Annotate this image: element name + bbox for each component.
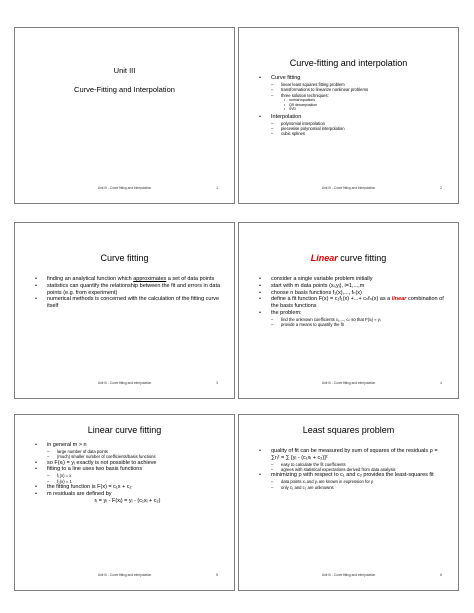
sub-sub-bullet: • SVD (257, 107, 446, 112)
bullet-text: define a fit function F(x) = c₁f₁(x) +...+ cₙfₙ(x) as a (271, 296, 392, 303)
slide-footer: Unit III - Curve fitting and interpolation (97, 381, 152, 385)
slide-number: 5 (216, 573, 218, 577)
slide-number: 4 (440, 381, 442, 385)
title-emphasis: Linear (310, 253, 338, 263)
slide-number: 3 (216, 381, 218, 385)
bullet: • consider a single variable problem initially (257, 276, 446, 283)
bullet: • choose n basis functions f₁(x),..., fₙ(x) (257, 290, 446, 297)
sub-bullet: – f₂(x) = 1 (33, 479, 222, 484)
slide-number: 2 (440, 186, 442, 190)
slide-6 (238, 414, 459, 591)
slide-footer: Unit III - Curve fitting and interpolation (321, 186, 376, 190)
title-text: curve fitting (337, 253, 387, 263)
bullet: • Curve fitting (257, 75, 446, 82)
sub-bullet: – easy to calculate the fit coefficients (257, 462, 446, 467)
sub-sub-bullet: • normal equations (257, 98, 446, 103)
slide-footer: Unit III - Curve fitting and interpolation (321, 381, 376, 385)
slide-5-title: Linear curve fitting (87, 425, 162, 435)
sub-bullet: – polynomial interpolation (257, 121, 446, 126)
bullet: • quality of fit can be measured by sum of squares of the residuals ρ = ∑rᵢ² = ∑ [yᵢ - (c₁xᵢ + c₂)]² (257, 448, 446, 462)
slide-1-unit: Unit III (113, 66, 136, 75)
sub-bullet: – large number of data points (33, 449, 222, 454)
bullet-text: combination of the basis functions (271, 296, 444, 310)
slide-1-subtitle: Curve-Fitting and Interpolation (74, 85, 175, 94)
sub-bullet: – find the unknown coefficients c₁,..., cₙ so that F(xᵢ) ≈ yᵢ (257, 317, 446, 322)
bullet: • numerical methods is concerned with the calculation of the fitting curve itself (33, 296, 222, 310)
slide-footer: Unit III - Curve fitting and interpolation (97, 186, 152, 190)
bullet (33, 276, 222, 283)
bullet-text: a set of data points (166, 276, 215, 282)
bullet: • Interpolation (257, 114, 446, 121)
slide-number: 6 (440, 573, 442, 577)
slide-4-title (239, 253, 458, 264)
slide-1 (14, 27, 235, 204)
sub-bullet: – data points xᵢ and yᵢ are known in expression for ρ (257, 479, 446, 484)
sub-bullet: – agrees with statistical expectations derived from data analysis (257, 467, 446, 472)
slide-2-title: Curve-fitting and interpolation (289, 58, 408, 68)
slide-footer: Unit III - Curve fitting and interpolation (97, 573, 152, 577)
sub-bullet: – f₁(x) = x (33, 473, 222, 478)
bullet: • minimizing ρ with respect to c₁ and c₂ provides the least-squares fit (257, 472, 446, 479)
bullet (257, 296, 446, 310)
bullet: • statistics can quantify the relationship between the fit and errors in data points (e.g. from experiment) (33, 283, 222, 297)
bullet: • start with m data points (xᵢ,yᵢ), i=1,...,m (257, 283, 446, 290)
underlined-word: approximates (133, 276, 167, 282)
sub-sub-bullet: • QR decomposition (257, 103, 446, 108)
slide-5 (14, 414, 235, 591)
sub-bullet: – three solution techniques: (257, 93, 446, 98)
bullet: • the problem: (257, 310, 446, 317)
sub-bullet: – cubic splines (257, 131, 446, 136)
sub-bullet: – linear least squares fitting problem (257, 82, 446, 87)
bullet-text: finding an analytical function which (47, 276, 134, 282)
slide-number: 1 (216, 186, 218, 190)
residual-formula: rᵢ = yᵢ - F(xᵢ) = yᵢ - (c₁xᵢ + c₂) (94, 497, 161, 504)
bullet: • the fitting function is F(x) = c₁x + c₂ (33, 484, 222, 491)
sub-bullet: – only c₁ and c₂ are unknowns (257, 485, 446, 490)
slide-3 (14, 222, 235, 399)
sub-bullet: – transformations to linearize nonlinear problems (257, 87, 446, 92)
slide-3-title: Curve fitting (100, 253, 149, 263)
slide-2 (238, 27, 459, 204)
bullet: • fitting to a line uses two basis functions (33, 466, 222, 473)
sub-bullet: – provide a means to quantify the fit (257, 322, 446, 327)
sub-bullet: – (much) smaller number of coefficients/basis functions (33, 454, 222, 459)
sub-bullet: – piecewise polynomial interpolation (257, 126, 446, 131)
bullet: • in general m > n (33, 442, 222, 449)
slide-6-title: Least squares problem (302, 425, 395, 435)
slide-4 (238, 222, 459, 399)
bullet: • m residuals are defined by (33, 491, 222, 498)
bullet: • so F(xᵢ) = yᵢ exactly is not possible to achieve (33, 460, 222, 467)
emphasis: linear (391, 296, 407, 303)
slide-footer: Unit III - Curve fitting and interpolation (321, 573, 376, 577)
